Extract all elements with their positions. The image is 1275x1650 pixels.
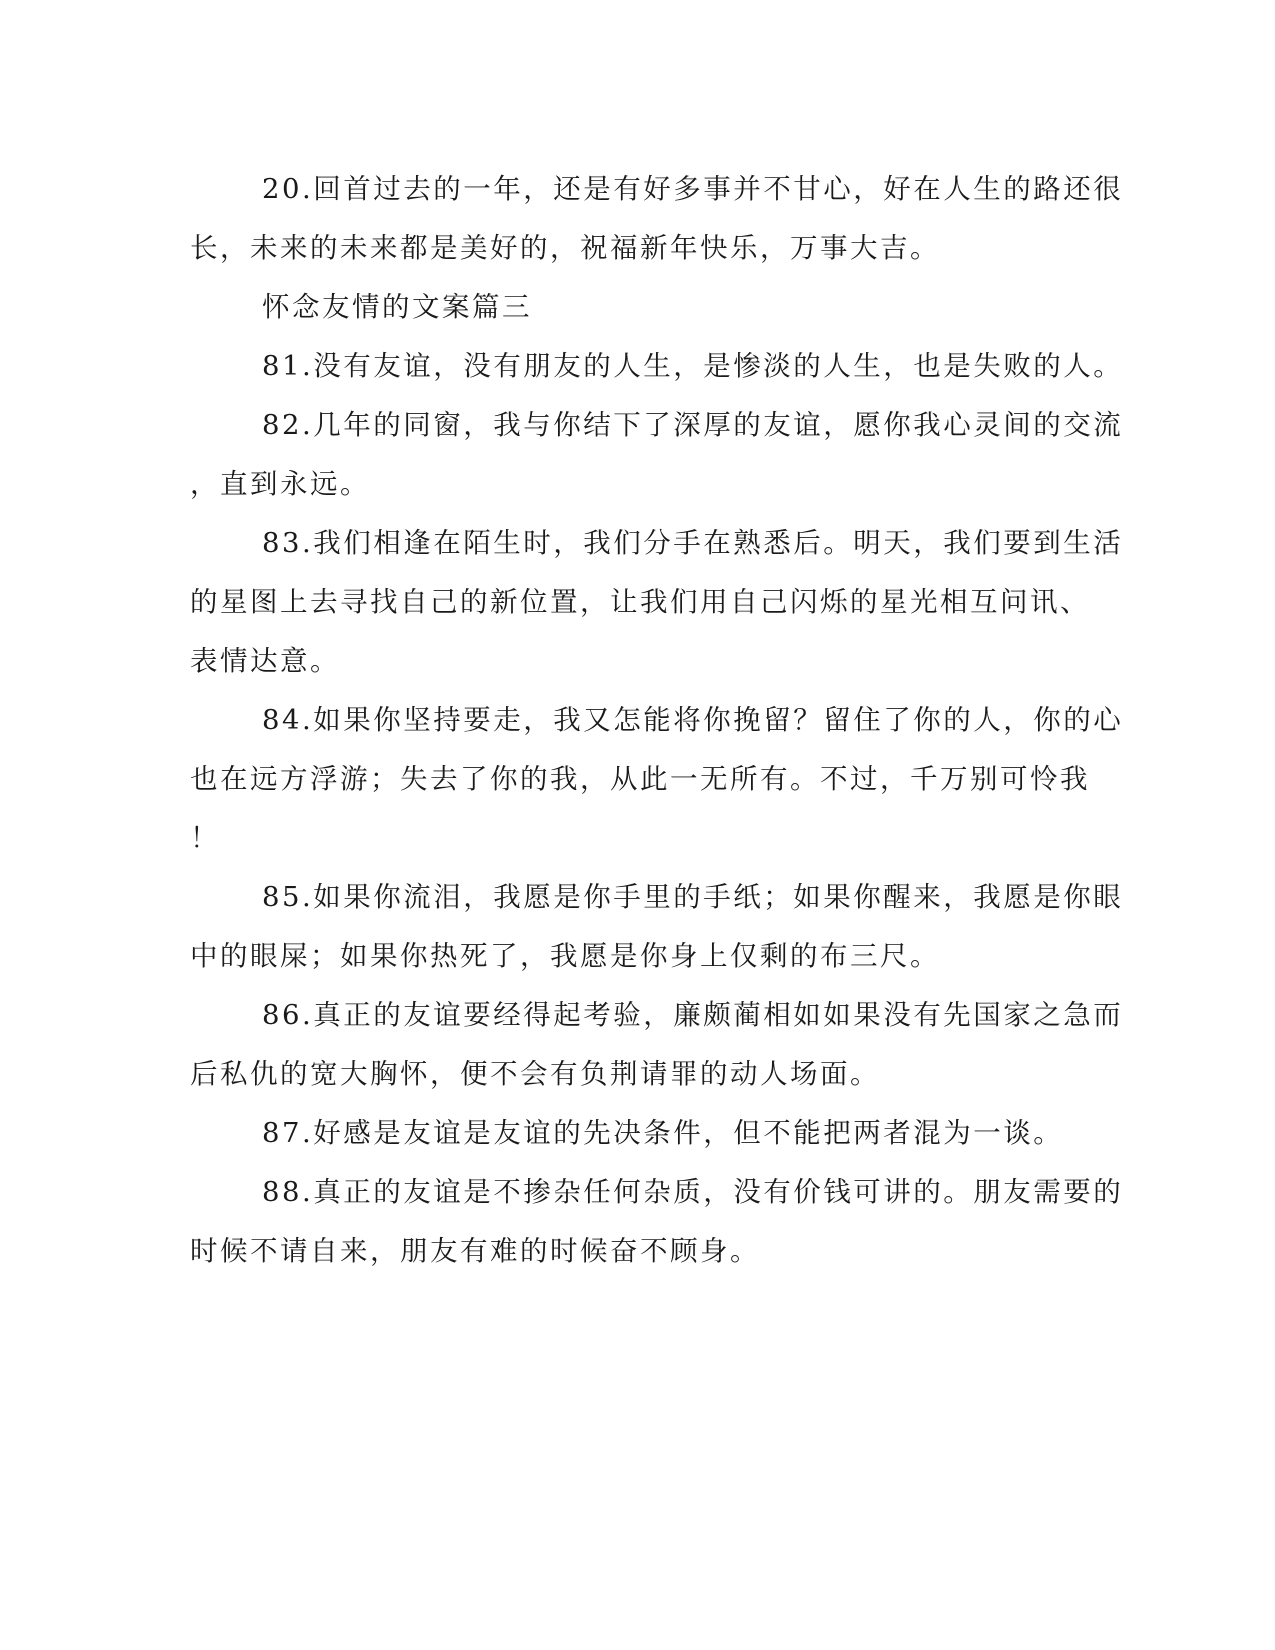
text-line: 83.我们相逢在陌生时，我们分手在熟悉后。明天，我们要到生活 xyxy=(262,527,1124,559)
document-body xyxy=(190,160,1124,1281)
text-line: 时候不请自来，朋友有难的时候奋不顾身。 xyxy=(190,1235,760,1267)
text-line: 也在远方浮游；失去了你的我，从此一无所有。不过，千万别可怜我 xyxy=(190,763,1090,795)
text-line: 88.真正的友谊是不掺杂任何杂质，没有价钱可讲的。朋友需要的 xyxy=(262,1176,1124,1208)
text-line: 86.真正的友谊要经得起考验，廉颇蔺相如如果没有先国家之急而 xyxy=(262,999,1124,1031)
text-line: 怀念友情的文案篇三 xyxy=(262,291,532,323)
text-line: 后私仇的宽大胸怀，便不会有负荆请罪的动人场面。 xyxy=(190,1058,880,1090)
text-line: 的星图上去寻找自己的新位置，让我们用自己闪烁的星光相互问讯、 xyxy=(190,586,1090,618)
text-line: 85.如果你流泪，我愿是你手里的手纸；如果你醒来，我愿是你眼 xyxy=(262,881,1124,913)
text-line: ！ xyxy=(190,822,220,854)
text-line: 87.好感是友谊是友谊的先决条件，但不能把两者混为一谈。 xyxy=(262,1117,1064,1149)
text-line: ，直到永远。 xyxy=(190,468,370,500)
text-line: 84.如果你坚持要走，我又怎能将你挽留？留住了你的人，你的心 xyxy=(262,704,1124,736)
text-line: 中的眼屎；如果你热死了，我愿是你身上仅剩的布三尺。 xyxy=(190,940,940,972)
text-line: 20.回首过去的一年，还是有好多事并不甘心，好在人生的路还很 xyxy=(262,173,1124,205)
text-line: 长，未来的未来都是美好的，祝福新年快乐，万事大吉。 xyxy=(190,232,940,264)
text-line: 表情达意。 xyxy=(190,645,340,677)
text-line: 82.几年的同窗，我与你结下了深厚的友谊，愿你我心灵间的交流 xyxy=(262,409,1124,441)
text-line: 81.没有友谊，没有朋友的人生，是惨淡的人生，也是失败的人。 xyxy=(262,350,1124,382)
